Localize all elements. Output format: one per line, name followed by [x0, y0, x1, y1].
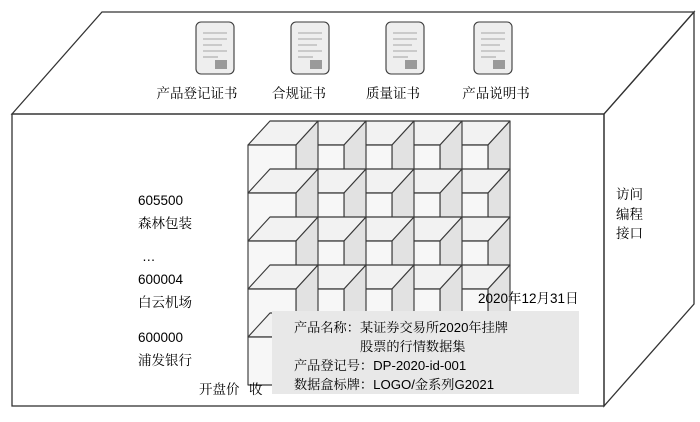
api-label-line-1: 访问 [616, 187, 643, 202]
row-label-code-2: 600004 [138, 272, 184, 287]
api-label-line-2: 编程 [616, 206, 643, 222]
info-key-databox-plate: 数据盒标牌： [294, 377, 374, 393]
certificate-label-2: 合规证书 [272, 86, 326, 101]
row-label-code-3: 600000 [138, 330, 184, 345]
info-line-databox-plate [294, 375, 579, 394]
info-line-product-name-cont: 股票的行情数据集 [360, 339, 466, 355]
row-label-name-2: 白云机场 [138, 295, 192, 310]
info-value-product-name: 某证券交易所2020年挂牌 [359, 320, 508, 335]
axis-label-open-price: 开盘价 [199, 382, 240, 397]
row-label-name-1: 森林包装 [138, 216, 192, 231]
info-line-registration-no [294, 356, 579, 375]
row-label-name-3: 浦发银行 [138, 353, 192, 368]
info-key-registration-no: 产品登记号： [294, 358, 374, 374]
info-key-product-name: 产品名称： [294, 320, 360, 335]
api-label-line-3: 接口 [616, 226, 643, 242]
info-line-product-name [294, 318, 579, 337]
certificate-card-4 [474, 22, 512, 74]
certificate-label-4: 产品说明书 [462, 86, 530, 101]
axis-label-close-price: 收 [249, 382, 263, 397]
api-access-label [616, 185, 643, 244]
row-label-code-1: 605500 [138, 193, 184, 208]
certificate-card-2 [291, 22, 329, 74]
product-info-box [272, 311, 579, 394]
certificate-card-3 [386, 22, 424, 74]
info-value-databox-plate: LOGO/金系列G2021 [373, 377, 495, 393]
certificate-label-1: 产品登记证书 [156, 86, 238, 101]
certificate-label-3: 质量证书 [366, 86, 420, 101]
row-label-ellipsis: … [142, 249, 157, 264]
date-label: 2020年12月31日 [478, 291, 579, 306]
info-value-registration-no: DP-2020-id-001 [373, 358, 467, 374]
certificate-card-1 [196, 22, 234, 74]
certificate-cards [196, 22, 512, 74]
